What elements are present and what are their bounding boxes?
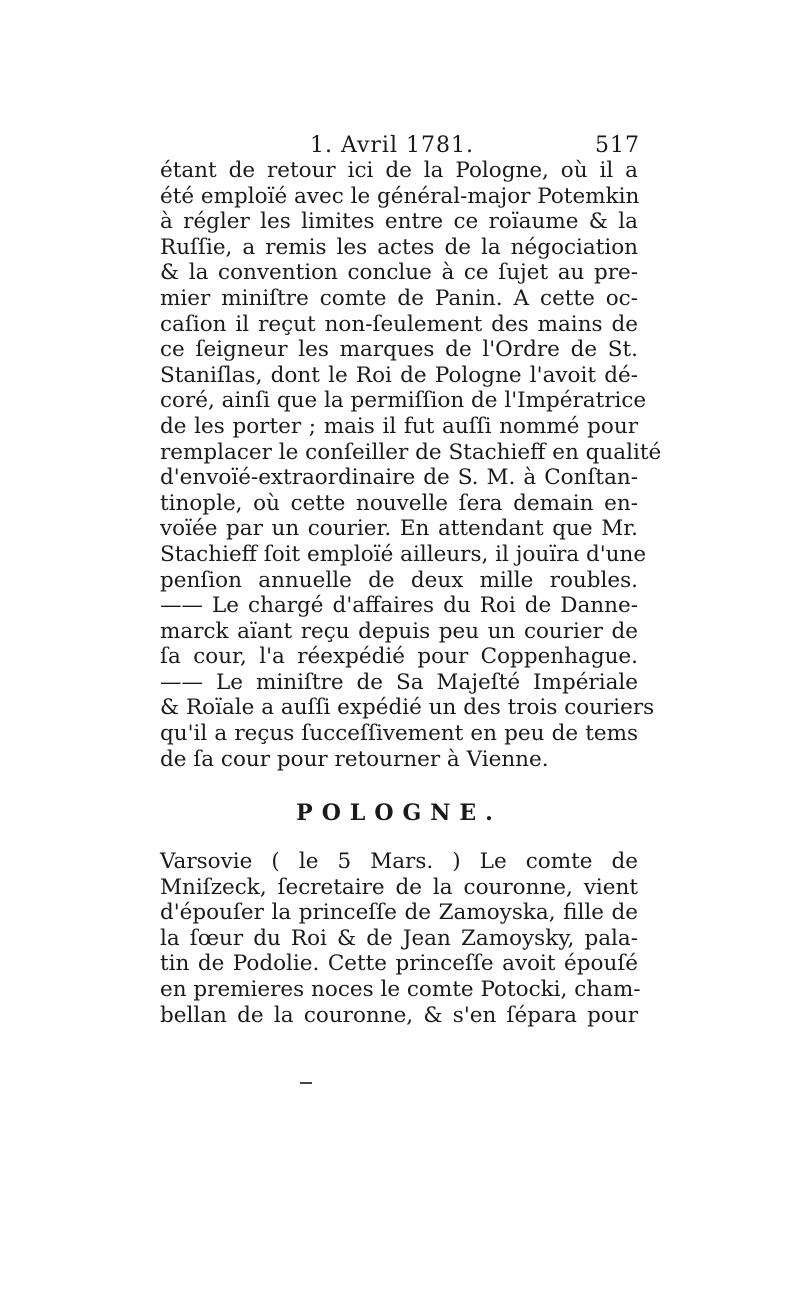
text-line: remplacer le conſeiller de Stachieff en qualité <box>160 439 662 465</box>
text-line: Staniſlas, dont le Roi de Pologne l'avoit dé- <box>160 362 638 388</box>
text-line: Varsovie ( le 5 Mars. ) Le comte de <box>160 849 638 874</box>
text-line: Ruſſie, a remis les actes de la négociation <box>160 234 638 260</box>
text-line: Mniſzeck, ſecretaire de la couronne, vient <box>160 874 638 900</box>
text-line: ſa cour, l'a réexpédié pour Coppenhague. <box>160 644 638 670</box>
text-line: de les porter ; mais il fut auſſi nommé pour <box>160 413 638 439</box>
text-line: bellan de la couronne, & s'en ſépara pour <box>160 1002 638 1028</box>
text-line: en premieres noces le comte Potocki, cham- <box>160 976 641 1002</box>
page-number: 517 <box>595 133 640 158</box>
text-line: mier miniſtre comte de Panin. A cette oc- <box>160 285 638 311</box>
header-date: 1. Avril 1781. <box>310 133 474 158</box>
section-heading: POLOGNE. <box>296 800 502 826</box>
text-line: de ſa cour pour retourner à Vienne. <box>160 746 549 772</box>
text-line: —— Le chargé d'affaires du Roi de Danne- <box>160 593 638 619</box>
text-line: étant de retour ici de la Pologne, où il a <box>160 158 638 183</box>
text-line: d'envoïé-extraordinaire de S. M. à Conſtan- <box>160 465 638 491</box>
text-line: ce ſeigneur les marques de l'Ordre de St. <box>160 337 638 363</box>
text-line: d'épouſer la princeſſe de Zamoyska, fille de <box>160 900 638 926</box>
paragraph-continued <box>160 158 662 772</box>
ink-mark <box>300 1082 312 1084</box>
text-line: Stachieff ſoit emploïé ailleurs, il jouïra d'une <box>160 541 647 567</box>
paragraph-varsovie <box>160 849 641 1028</box>
text-line: la ſœur du Roi & de Jean Zamoysky, pala- <box>160 925 638 951</box>
text-line: coré, ainſi que la permiſſion de l'Impératrice <box>160 388 647 414</box>
text-line: —— Le miniſtre de Sa Majeſté Impériale <box>160 669 638 695</box>
text-line: & la convention conclue à ce ſujet au pre- <box>160 260 638 286</box>
text-line: été emploïé avec le général-major Potemkin <box>160 183 640 209</box>
text-line: tinople, où cette nouvelle ſera demain en- <box>160 490 638 516</box>
text-line: tin de Podolie. Cette princeſſe avoit épouſé <box>160 951 638 977</box>
text-line: & Roïale a auſſi expédié un des trois couriers <box>160 695 655 721</box>
text-line: voïée par un courier. En attendant que Mr. <box>160 516 638 542</box>
text-line: caſion il reçut non-ſeulement des mains de <box>160 311 638 337</box>
text-line: à régler les limites entre ce roïaume & la <box>160 209 638 235</box>
text-line: qu'il a reçus ſucceſſivement en peu de tems <box>160 721 638 747</box>
text-line: penſion annuelle de deux mille roubles. <box>160 567 638 593</box>
text-line: marck aïant reçu depuis peu un courier de <box>160 618 638 644</box>
